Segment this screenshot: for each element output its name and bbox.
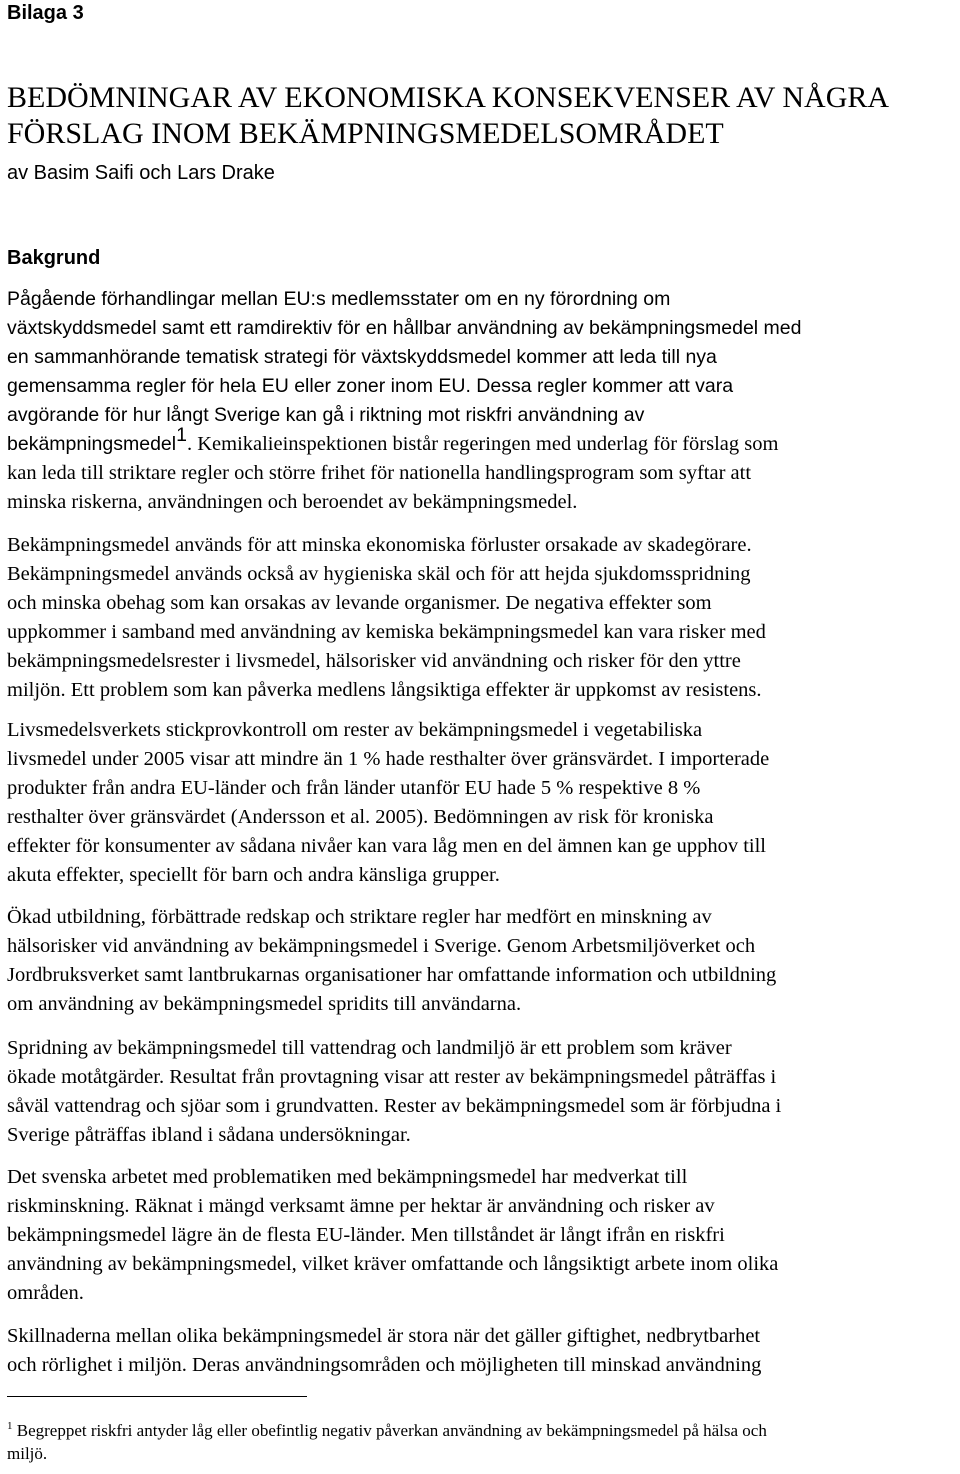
text-line: Spridning av bekämpningsmedel till vattendrag och landmiljö är ett problem som kräver	[7, 1037, 732, 1059]
footnote-marker: 1	[7, 1420, 13, 1432]
text-line: ökade motåtgärder. Resultat från provtagning visar att rester av bekämpningsmedel påträffas i	[7, 1066, 777, 1088]
text-line: Bekämpningsmedel används för att minska ekonomiska förluster orsakade av skadegörare.	[7, 534, 752, 556]
text-line: livsmedel under 2005 visar att mindre än 1 % hade resthalter över gränsvärdet. I importerade	[7, 748, 770, 770]
text-line: uppkommer i samband med användning av kemiska bekämpningsmedel kan vara risker med	[7, 621, 766, 643]
text-line: Ökad utbildning, förbättrade redskap och striktare regler har medfört en minskning av	[7, 906, 712, 928]
text-line: Pågående förhandlingar mellan EU:s medlemsstater om en ny förordning om	[7, 288, 671, 310]
section-heading: Bakgrund	[7, 247, 101, 269]
text-line: Skillnaderna mellan olika bekämpningsmedel är stora när det gäller giftighet, nedbrytbarhet	[7, 1325, 761, 1347]
text-line: avgörande för hur långt Sverige kan gå i riktning mot riskfri användning av	[7, 404, 645, 426]
text-line: Sverige påträffas ibland i sådana undersökningar.	[7, 1124, 411, 1146]
text-line: om användning av bekämpningsmedel spridits till användarna.	[7, 993, 522, 1015]
paragraph	[7, 531, 960, 705]
footnote-line	[7, 1419, 957, 1442]
text-line	[7, 424, 960, 459]
text-line: riskminskning. Räknat i mängd verksamt ämne per hektar är användning och risker av	[7, 1195, 715, 1217]
title-line: FÖRSLAG INOM BEKÄMPNINGSMEDELSOMRÅDET	[7, 117, 724, 150]
footnote-separator	[7, 1396, 307, 1397]
footnote-line: miljö.	[7, 1444, 48, 1463]
text-line: Jordbruksverket samt lantbrukarnas organisationer har omfattande information och utbildning	[7, 964, 777, 986]
appendix-label: Bilaga 3	[7, 2, 84, 24]
text-fragment: . Kemikalieinspektionen bistår regeringen med underlag för förslag som	[186, 433, 779, 455]
text-line: bekämpningsmedelsrester i livsmedel, hälsorisker vid användning och risker för den yttre	[7, 650, 741, 672]
footnote	[7, 1419, 957, 1465]
text-line: produkter från andra EU-länder och från länder utanför EU hade 5 % respektive 8 %	[7, 777, 701, 799]
text-line: och rörlighet i miljön. Deras användningsområden och möjligheten till minskad användning	[7, 1354, 762, 1376]
text-line: hälsorisker vid användning av bekämpningsmedel i Sverige. Genom Arbetsmiljöverket och	[7, 935, 756, 957]
text-line: bekämpningsmedel lägre än de flesta EU-länder. Men tillståndet är långt ifrån en riskfri	[7, 1224, 725, 1246]
text-line: resthalter över gränsvärdet (Andersson et al. 2005). Bedömningen av risk för kroniska	[7, 806, 714, 828]
text-line: gemensamma regler för hela EU eller zoner inom EU. Dessa regler kommer att vara	[7, 375, 734, 397]
text-line: Det svenska arbetet med problematiken med bekämpningsmedel har medverkat till	[7, 1166, 688, 1188]
text-line: effekter för konsumenter av sådana nivåer kan vara låg men en del ämnen kan ge upphov till	[7, 835, 766, 857]
paragraph	[7, 1163, 960, 1308]
text-line: akuta effekter, speciellt för barn och andra känsliga grupper.	[7, 864, 500, 886]
text-line: Bekämpningsmedel används också av hygieniska skäl och för att hejda sjukdomsspridning	[7, 563, 751, 585]
document-authors: av Basim Saifi och Lars Drake	[7, 162, 275, 184]
text-line: en sammanhörande tematisk strategi för växtskyddsmedel kommer att leda till nya	[7, 346, 717, 368]
title-line: BEDÖMNINGAR AV EKONOMISKA KONSEKVENSER AV NÅGRA	[7, 81, 890, 114]
text-line: miljön. Ett problem som kan påverka medlens långsiktiga effekter är uppkomst av resistens.	[7, 679, 762, 701]
text-line: användning av bekämpningsmedel, vilket kräver omfattande och långsiktigt arbete inom olika	[7, 1253, 779, 1275]
text-line: Livsmedelsverkets stickprovkontroll om rester av bekämpningsmedel i vegetabiliska	[7, 719, 703, 741]
paragraph	[7, 716, 960, 890]
text-line: kan leda till striktare regler och större frihet för nationella handlingsprogram som syftar att	[7, 462, 752, 484]
text-line: och minska obehag som kan orsakas av levande organismer. De negativa effekter som	[7, 592, 712, 614]
text-line: växtskyddsmedel samt ett ramdirektiv för en hållbar användning av bekämpningsmedel med	[7, 317, 802, 339]
paragraph	[7, 1034, 960, 1150]
text-line: såväl vattendrag och sjöar som i grundvatten. Rester av bekämpningsmedel som är förbjudna i	[7, 1095, 782, 1117]
paragraph	[7, 1322, 960, 1380]
paragraph	[7, 903, 960, 1019]
text-fragment: bekämpningsmedel	[7, 433, 177, 455]
footnote-reference[interactable]: 1	[176, 424, 187, 446]
footnote-text: Begreppet riskfri antyder låg eller obefintlig negativ påverkan användning av bekämpningsmedel på hälsa och	[16, 1421, 767, 1440]
document-title	[7, 80, 952, 152]
paragraph	[7, 285, 960, 517]
text-line: områden.	[7, 1282, 84, 1304]
text-line: minska riskerna, användningen och beroendet av bekämpningsmedel.	[7, 491, 578, 513]
